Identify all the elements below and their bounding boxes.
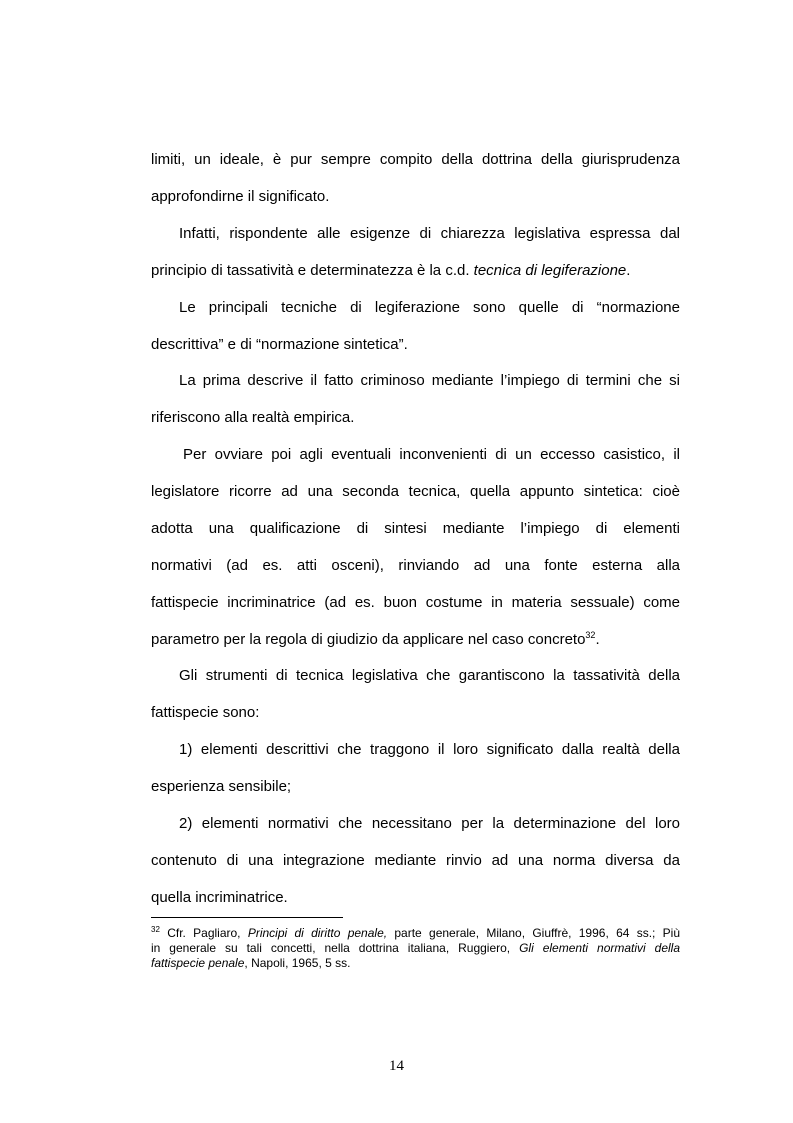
list-item-line: 2) elementi normativi che necessitano per la determinazione del loro	[179, 815, 680, 832]
body-line: fattispecie incriminatrice (ad es. buon costume in materia sessuale) come	[151, 594, 680, 611]
text-span: principio di tassatività e determinatezza è la c.d.	[151, 262, 474, 279]
body-line: fattispecie sono:	[151, 704, 260, 721]
body-line: Infatti, rispondente alle esigenze di chiarezza legislativa espressa dal	[179, 225, 680, 242]
italic-title: Gli elementi normativi della	[519, 941, 681, 955]
body-line: riferiscono alla realtà empirica.	[151, 409, 355, 426]
body-line: descrittiva” e di “normazione sintetica”.	[151, 336, 408, 353]
body-line: approfondirne il significato.	[151, 188, 330, 205]
footnote-line	[151, 926, 680, 940]
text-span: .	[626, 262, 631, 279]
text-span: Cfr. Pagliaro,	[159, 926, 248, 940]
body-line: Gli strumenti di tecnica legislativa che garantiscono la tassatività della	[179, 667, 680, 684]
body-line: limiti, un ideale, è pur sempre compito della dottrina della giurisprudenza	[151, 151, 680, 168]
italic-title: fattispecie penale	[151, 956, 245, 970]
list-item-line: 1) elementi descrittivi che traggono il loro significato dalla realtà della	[179, 741, 680, 758]
italic-term: tecnica di legiferazione	[473, 262, 627, 279]
footnote-separator	[151, 917, 343, 918]
body-line: Per ovviare poi agli eventuali inconvenienti di un eccesso casistico, il	[183, 446, 680, 463]
text-span: , Napoli, 1965, 5 ss.	[244, 956, 351, 970]
page-number: 14	[389, 1058, 404, 1074]
list-item-line: contenuto di una integrazione mediante rinvio ad una norma diversa da	[151, 852, 680, 869]
footnote-number: 32	[151, 925, 160, 934]
body-line: normativi (ad es. atti osceni), rinviando ad una fonte esterna alla	[151, 557, 680, 574]
footnote-ref: 32	[585, 630, 596, 640]
body-line: Le principali tecniche di legiferazione sono quelle di “normazione	[179, 299, 680, 316]
footnote-line	[151, 956, 680, 970]
body-line: legislatore ricorre ad una seconda tecnica, quella appunto sintetica: cioè	[151, 483, 680, 500]
text-span: parametro per la regola di giudizio da applicare nel caso concreto	[151, 631, 586, 648]
text-span: .	[595, 631, 600, 648]
text-span: parte generale, Milano, Giuffrè, 1996, 64 ss.; Più	[387, 926, 681, 940]
list-item-line: quella incriminatrice.	[151, 889, 288, 906]
list-item-line: esperienza sensibile;	[151, 778, 292, 795]
body-line	[151, 262, 680, 280]
body-line: adotta una qualificazione di sintesi mediante l’impiego di elementi	[151, 520, 680, 537]
italic-title: Principi di diritto penale,	[247, 926, 388, 940]
body-line	[151, 631, 680, 649]
footnote-line	[151, 941, 680, 955]
text-span: in generale su tali concetti, nella dottrina italiana, Ruggiero,	[151, 941, 520, 955]
body-line: La prima descrive il fatto criminoso mediante l’impiego di termini che si	[179, 372, 680, 389]
